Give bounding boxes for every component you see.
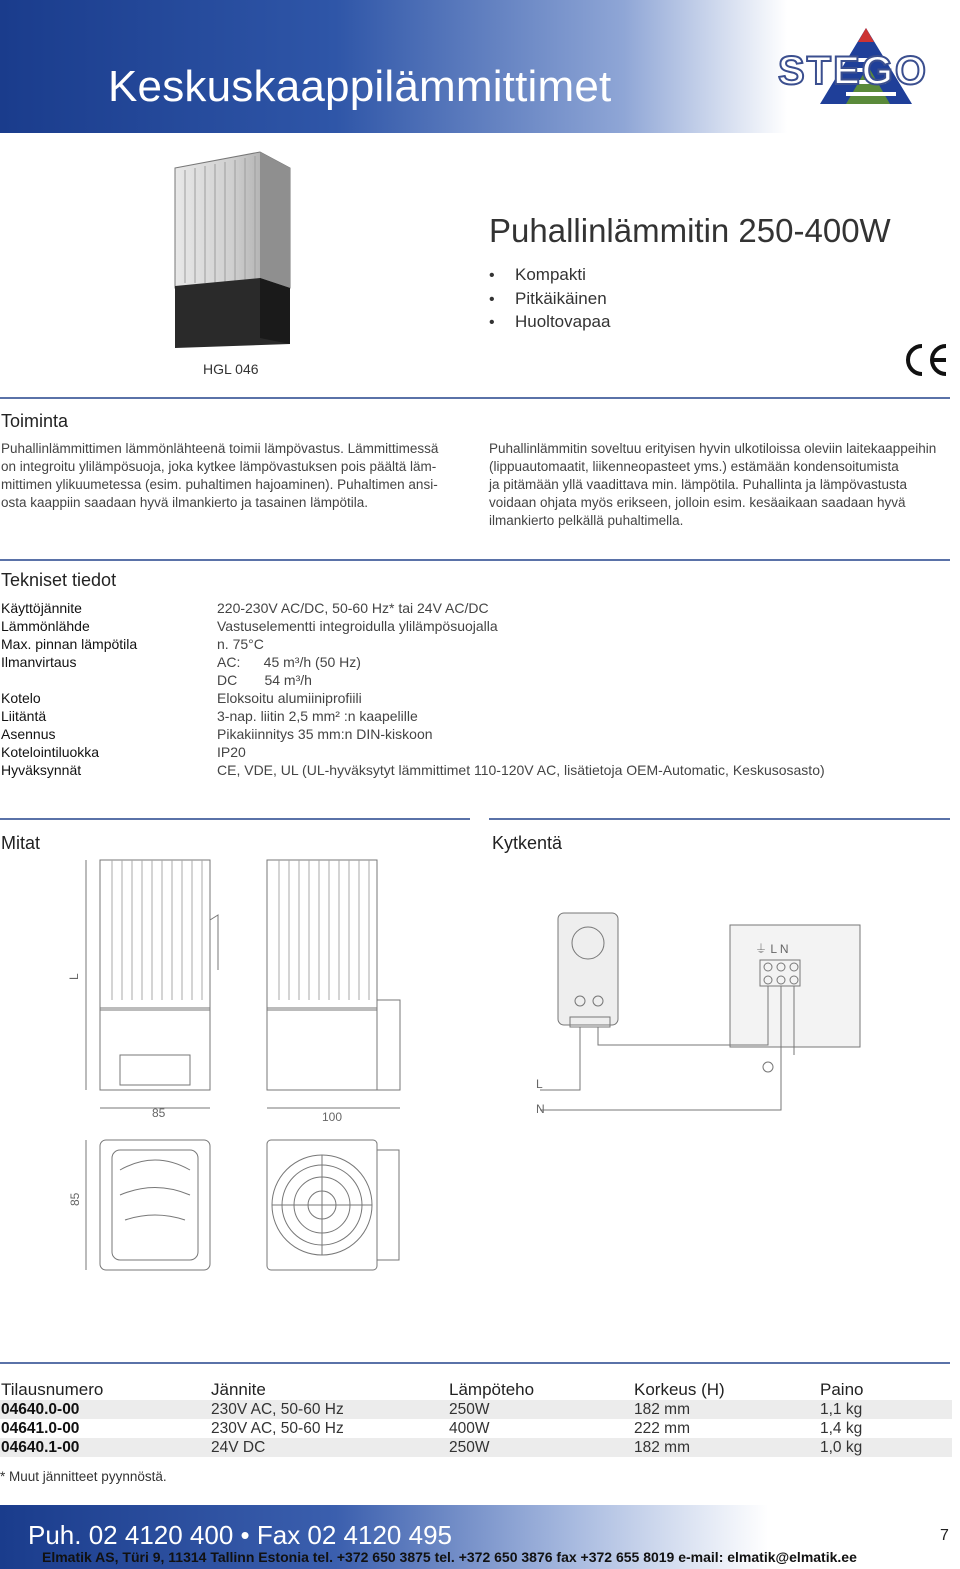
- table-row: [0, 1419, 952, 1438]
- column-header: Tilausnumero: [1, 1380, 104, 1399]
- product-photo: [165, 148, 300, 358]
- section-heading-toiminta: Toiminta: [1, 411, 69, 431]
- table-cell: 250W: [448, 1438, 633, 1457]
- table-row: [0, 1400, 952, 1419]
- table-cell: 222 mm: [634, 1419, 690, 1437]
- table-header-row: [0, 1380, 952, 1400]
- section-divider: [0, 818, 470, 820]
- toiminta-right-text: [489, 440, 959, 530]
- section-heading-kytkenta: Kytkentä: [492, 833, 563, 853]
- spec-value: 3-nap. liitin 2,5 mm² :n kaapelille: [217, 708, 418, 724]
- text-line: (lippuautomaatit, liikenneopasteet yms.) estämään kondensoitumista: [489, 459, 899, 474]
- section-divider: [0, 397, 950, 399]
- page-number: 7: [940, 1527, 949, 1544]
- spec-key: Asennus: [1, 726, 56, 742]
- table-cell: 1,0 kg: [819, 1438, 952, 1457]
- column-header: Paino: [820, 1380, 864, 1399]
- spec-value: n. 75°C: [217, 636, 264, 652]
- spec-value: DC 54 m³/h: [217, 672, 312, 688]
- wire-label-N: N: [536, 1102, 545, 1115]
- footnote: * Muut jännitteet pyynnöstä.: [0, 1469, 167, 1484]
- table-cell: 230V AC, 50-60 Hz: [211, 1419, 344, 1437]
- spec-key: Max. pinnan lämpötila: [1, 636, 138, 652]
- column-header: Jännite: [211, 1380, 266, 1399]
- table-cell: 04641.0-00: [1, 1419, 80, 1437]
- spec-value: Pikakiinnitys 35 mm:n DIN-kiskoon: [217, 726, 433, 742]
- feature-item: • Pitkäikäinen: [489, 288, 610, 312]
- table-row: [0, 1438, 952, 1457]
- text-line: osta kaappiin saadaan hyvä ilmankierto ja tasainen lämpötila.: [1, 495, 368, 510]
- spec-value: 220-230V AC/DC, 50-60 Hz* tai 24V AC/DC: [217, 600, 489, 616]
- spec-key: Lämmönlähde: [1, 618, 90, 634]
- order-table: [0, 1380, 952, 1457]
- text-line: mittimen ylikuumetessa (esim. puhaltimen hajoaminen). Puhaltimen ansi-: [1, 477, 438, 492]
- table-cell: 250W: [448, 1400, 633, 1419]
- section-heading-specs: Tekniset tiedot: [1, 570, 117, 590]
- spec-key: Ilmanvirtaus: [1, 654, 77, 670]
- dim-label-100: 100: [322, 1110, 343, 1124]
- dim-label-85: 85: [152, 1106, 166, 1120]
- dimension-drawing: [60, 850, 480, 1280]
- table-cell: 04640.0-00: [0, 1400, 210, 1419]
- spec-key: Kotelo: [1, 690, 41, 706]
- wiring-diagram: [530, 905, 865, 1115]
- wire-label-L: L: [536, 1077, 543, 1091]
- table-cell: 400W: [449, 1419, 490, 1437]
- text-line: on integroitu ylilämpösuoja, joka kytkee lämpövastuksen pois päältä läm-: [1, 459, 437, 474]
- column-header: Korkeus (H): [634, 1380, 725, 1399]
- product-title: Puhallinlämmitin 250-400W: [489, 212, 891, 249]
- spec-value: CE, VDE, UL (UL-hyväksytyt lämmittimet 110-120V AC, lisätietoja OEM-Automatic, Keskusosasto): [217, 762, 825, 778]
- terminal-labels: ⏚ L N: [755, 942, 789, 956]
- text-line: voidaan ohjata myös erikseen, jolloin esim. kesäaikaan saadaan hyvä: [489, 495, 906, 510]
- text-line: Puhallinlämmitin soveltuu erityisen hyvin ulkotiloissa oleviin laitekaappeihin: [489, 441, 937, 456]
- toiminta-left-text: [1, 440, 471, 512]
- table-cell: 1,4 kg: [820, 1419, 863, 1437]
- ce-mark-icon: [902, 343, 950, 377]
- spec-value: AC: 45 m³/h (50 Hz): [217, 654, 361, 670]
- text-line: ja pitämään yllä vaadittava min. lämpötila. Puhallinta ja lämpövastusta: [489, 477, 907, 492]
- feature-item: • Kompakti: [489, 264, 610, 288]
- section-divider: [0, 1362, 950, 1364]
- spec-key: Liitäntä: [1, 708, 47, 724]
- table-cell: 04640.1-00: [0, 1438, 210, 1457]
- footer-phone: Puh. 02 4120 400 • Fax 02 4120 495: [28, 1520, 452, 1550]
- stego-logo: [776, 24, 954, 108]
- column-header: Lämpöteho: [449, 1380, 535, 1399]
- brand-text: STEGO: [778, 49, 929, 93]
- spec-value: Eloksoitu alumiiniprofiili: [217, 690, 362, 706]
- table-cell: 182 mm: [633, 1400, 819, 1419]
- spec-key: Kotelointiluokka: [1, 744, 100, 760]
- section-divider: [489, 818, 950, 820]
- table-cell: 230V AC, 50-60 Hz: [210, 1400, 448, 1419]
- table-cell: 182 mm: [633, 1438, 819, 1457]
- model-label: HGL 046: [203, 361, 259, 377]
- table-cell: 24V DC: [210, 1438, 448, 1457]
- footer-address: Elmatik AS, Türi 9, 11314 Tallinn Estonia tel. +372 650 3875 tel. +372 650 3876 fax +372 655 8019 e-mail: elmatik@elmatik.ee: [42, 1549, 857, 1565]
- spec-value: IP20: [217, 744, 246, 760]
- feature-list: [489, 264, 610, 335]
- dim-label-85-height: 85: [68, 1192, 82, 1206]
- spec-key: Hyväksynnät: [1, 762, 82, 778]
- text-line: Puhallinlämmittimen lämmönlähteenä toimii lämpövastus. Lämmittimessä: [1, 441, 439, 456]
- spec-value: Vastuselementti integroidulla ylilämpösuojalla: [217, 618, 498, 634]
- section-divider: [0, 559, 950, 561]
- section-heading-mitat: Mitat: [1, 833, 41, 853]
- page-title: Keskuskaappilämmittimet: [108, 62, 612, 111]
- feature-item: • Huoltovapaa: [489, 311, 610, 335]
- dim-label-L: L: [67, 973, 81, 980]
- text-line: ilmankierto pelkällä puhaltimella.: [489, 513, 684, 528]
- spec-key: Käyttöjännite: [1, 600, 82, 616]
- table-cell: 1,1 kg: [819, 1400, 952, 1419]
